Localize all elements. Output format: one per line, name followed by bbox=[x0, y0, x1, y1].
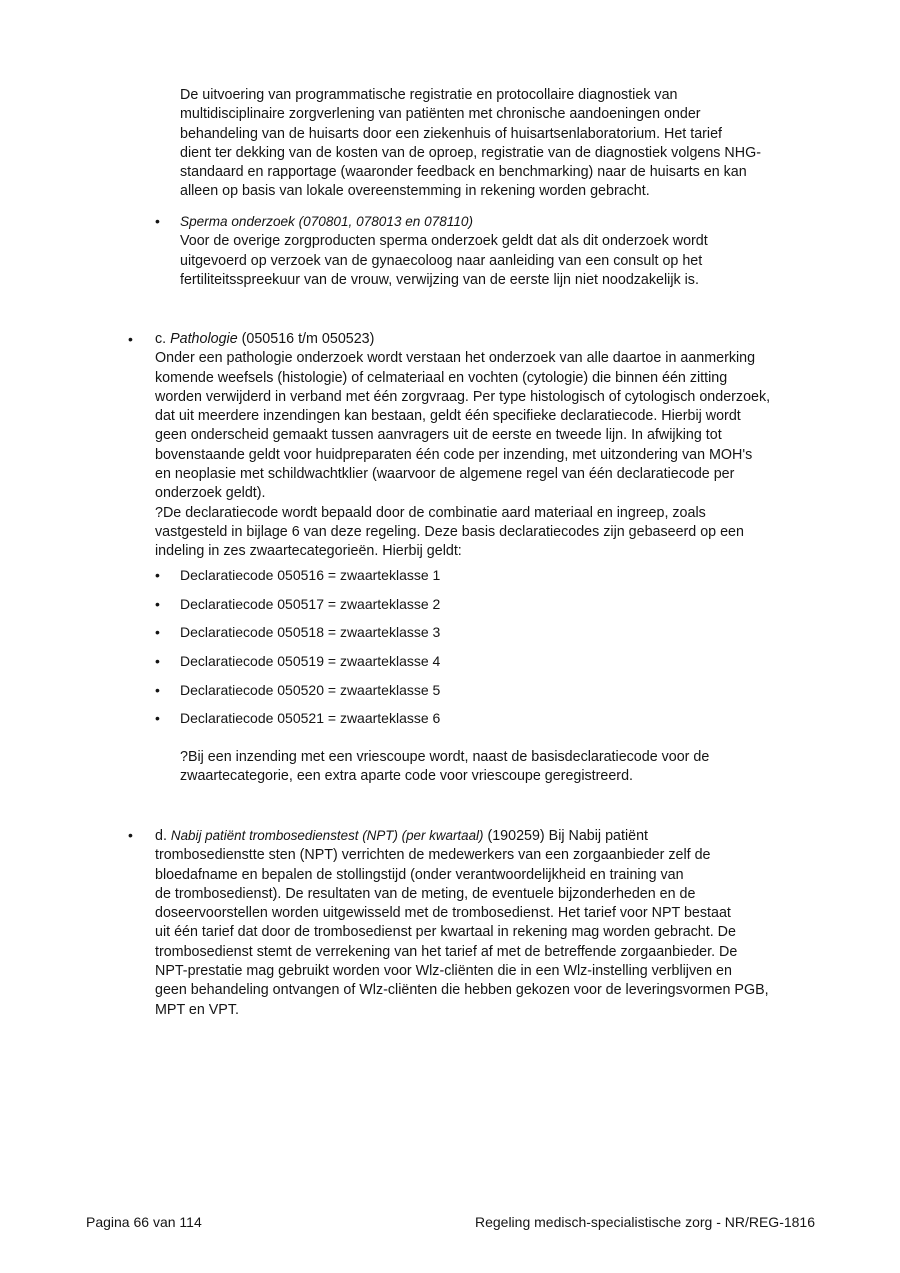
npt-title: Nabij patiënt trombosedienstest (NPT) (per kwartaal) bbox=[170, 828, 484, 843]
bullet-icon: • bbox=[128, 827, 133, 843]
item-heading bbox=[155, 826, 769, 846]
text-line: bloedafname en bepalen de stollingstijd (onder verantwoordelijkheid en training van bbox=[155, 866, 684, 883]
text-line: dient ter dekking van de kosten van de oproep, registratie van de diagnostiek volgens NHG- bbox=[180, 144, 761, 161]
text-line: geen onderscheid gemaakt tussen aanvragers uit de eerste en tweede lijn. In afwijking tot bbox=[155, 427, 722, 444]
item-title bbox=[180, 212, 708, 232]
text-line: uit één tarief dat door de trombosedienst per kwartaal in rekening mag worden gebracht. De bbox=[155, 924, 736, 941]
text-line: trombosedienst stemt de verrekening van het tarief af met de betreffende zorgaanbieder. De bbox=[155, 943, 738, 960]
text-line: trombosedienstte sten (NPT) verrichten de medewerkers van een zorgaanbieder zelf de bbox=[155, 847, 711, 864]
bullet-icon: • bbox=[155, 710, 160, 726]
item-heading bbox=[155, 330, 770, 349]
bullet-icon: • bbox=[155, 213, 160, 229]
text-line: geen behandeling ontvangen of Wlz-cliënten die hebben gekozen voor de leveringsvormen PGB, bbox=[155, 982, 769, 999]
bullet-icon: • bbox=[128, 331, 133, 347]
text-line: zwaartecategorie, een extra aparte code voor vriescoupe geregistreerd. bbox=[180, 768, 633, 785]
pathologie-title: Pathologie bbox=[170, 331, 238, 347]
bullet-icon: • bbox=[155, 682, 160, 698]
intro-paragraph bbox=[180, 86, 761, 202]
item-prefix: c. bbox=[155, 331, 171, 347]
sperma-title: Sperma onderzoek (070801, 078013 en 078110) bbox=[180, 214, 473, 229]
declaratiecode-item: Declaratiecode 050520 = zwaarteklasse 5 bbox=[180, 682, 441, 698]
declaratiecode-item: Declaratiecode 050518 = zwaarteklasse 3 bbox=[180, 624, 441, 640]
text-line: bovenstaande geldt voor huidpreparaten één code per inzending, met uitzondering van MOH's bbox=[155, 446, 753, 463]
declaratiecode-item: Declaratiecode 050521 = zwaarteklasse 6 bbox=[180, 710, 441, 726]
bullet-icon: • bbox=[155, 567, 160, 583]
document-title: Regeling medisch-specialistische zorg - NR/REG-1816 bbox=[474, 1214, 815, 1230]
declaratiecode-item: Declaratiecode 050519 = zwaarteklasse 4 bbox=[180, 653, 441, 669]
text-line: Voor de overige zorgproducten sperma onderzoek geldt dat als dit onderzoek wordt bbox=[180, 233, 708, 250]
text-line: fertiliteitsspreekuur van de vrouw, verwijzing van de eerste lijn niet noodzakelijk is. bbox=[180, 271, 699, 288]
text-line: multidisciplinaire zorgverlening van patiënten met chronische aandoeningen onder bbox=[180, 106, 701, 123]
bullet-icon: • bbox=[155, 596, 160, 612]
declaratiecode-item: Declaratiecode 050516 = zwaarteklasse 1 bbox=[180, 567, 441, 583]
text-line: standaard en rapportage (waaronder feedback en benchmarking) naar de huisarts en kan bbox=[180, 164, 747, 181]
text-line: dat uit meerdere inzendingen kan bestaan, geldt één specifieke declaratiecode. Hierbij wordt bbox=[155, 408, 741, 425]
text-line: worden verwijderd in verband met één zorgvraag. Per type histologisch of cytologisch onderzoek, bbox=[155, 388, 771, 405]
item-first-line-rest: (190259) Bij Nabij patiënt bbox=[483, 828, 648, 844]
text-line: De uitvoering van programmatische registratie en protocollaire diagnostiek van bbox=[180, 87, 678, 103]
text-line: Onder een pathologie onderzoek wordt verstaan het onderzoek van alle daartoe in aanmerking bbox=[155, 350, 756, 367]
bullet-icon: • bbox=[155, 653, 160, 669]
text-line: vastgesteld in bijlage 6 van deze regeling. Deze basis declaratiecodes zijn gebaseerd op een bbox=[155, 523, 744, 540]
vriescoupe-note bbox=[180, 748, 709, 787]
text-line: indeling in zes zwaartecategorieën. Hierbij geldt: bbox=[155, 543, 462, 560]
text-line: ?De declaratiecode wordt bepaald door de combinatie aard materiaal en ingreep, zoals bbox=[155, 504, 706, 521]
item-codes: (050516 t/m 050523) bbox=[237, 331, 375, 347]
npt-item bbox=[155, 826, 769, 1020]
text-line: doseervoorstellen worden uitgewisseld met de trombosedienst. Het tarief voor NPT bestaat bbox=[155, 905, 731, 922]
text-line: onderzoek geldt). bbox=[155, 485, 266, 502]
text-line: komende weefsels (histologie) of celmateriaal en vochten (cytologie) die binnen één zitting bbox=[155, 369, 728, 386]
declaratiecode-item: Declaratiecode 050517 = zwaarteklasse 2 bbox=[180, 596, 441, 612]
bullet-icon: • bbox=[155, 624, 160, 640]
page-number: Pagina 66 van 114 bbox=[86, 1214, 202, 1230]
text-line: ?Bij een inzending met een vriescoupe wordt, naast de basisdeclaratiecode voor de bbox=[180, 749, 710, 765]
text-line: behandeling van de huisarts door een ziekenhuis of huisartsenlaboratorium. Het tarief bbox=[180, 125, 723, 142]
text-line: de trombosedienst). De resultaten van de meting, de eventuele bijzonderheden en de bbox=[155, 885, 696, 902]
text-line: uitgevoerd op verzoek van de gynaecoloog naar aanleiding van een consult op het bbox=[180, 252, 703, 269]
text-line: NPT-prestatie mag gebruikt worden voor Wlz-cliënten die in een Wlz-instelling verblijven en bbox=[155, 963, 732, 980]
sperma-onderzoek-item bbox=[180, 212, 708, 290]
text-line: alleen op basis van lokale overeenstemming in rekening worden gebracht. bbox=[180, 183, 650, 200]
pathologie-item bbox=[155, 330, 770, 562]
text-line: MPT en VPT. bbox=[155, 1001, 239, 1018]
item-prefix: d. bbox=[155, 828, 171, 844]
text-line: en neoplasie met schildwachtklier (waarvoor de algemene regel van één declaratiecode per bbox=[155, 466, 735, 483]
